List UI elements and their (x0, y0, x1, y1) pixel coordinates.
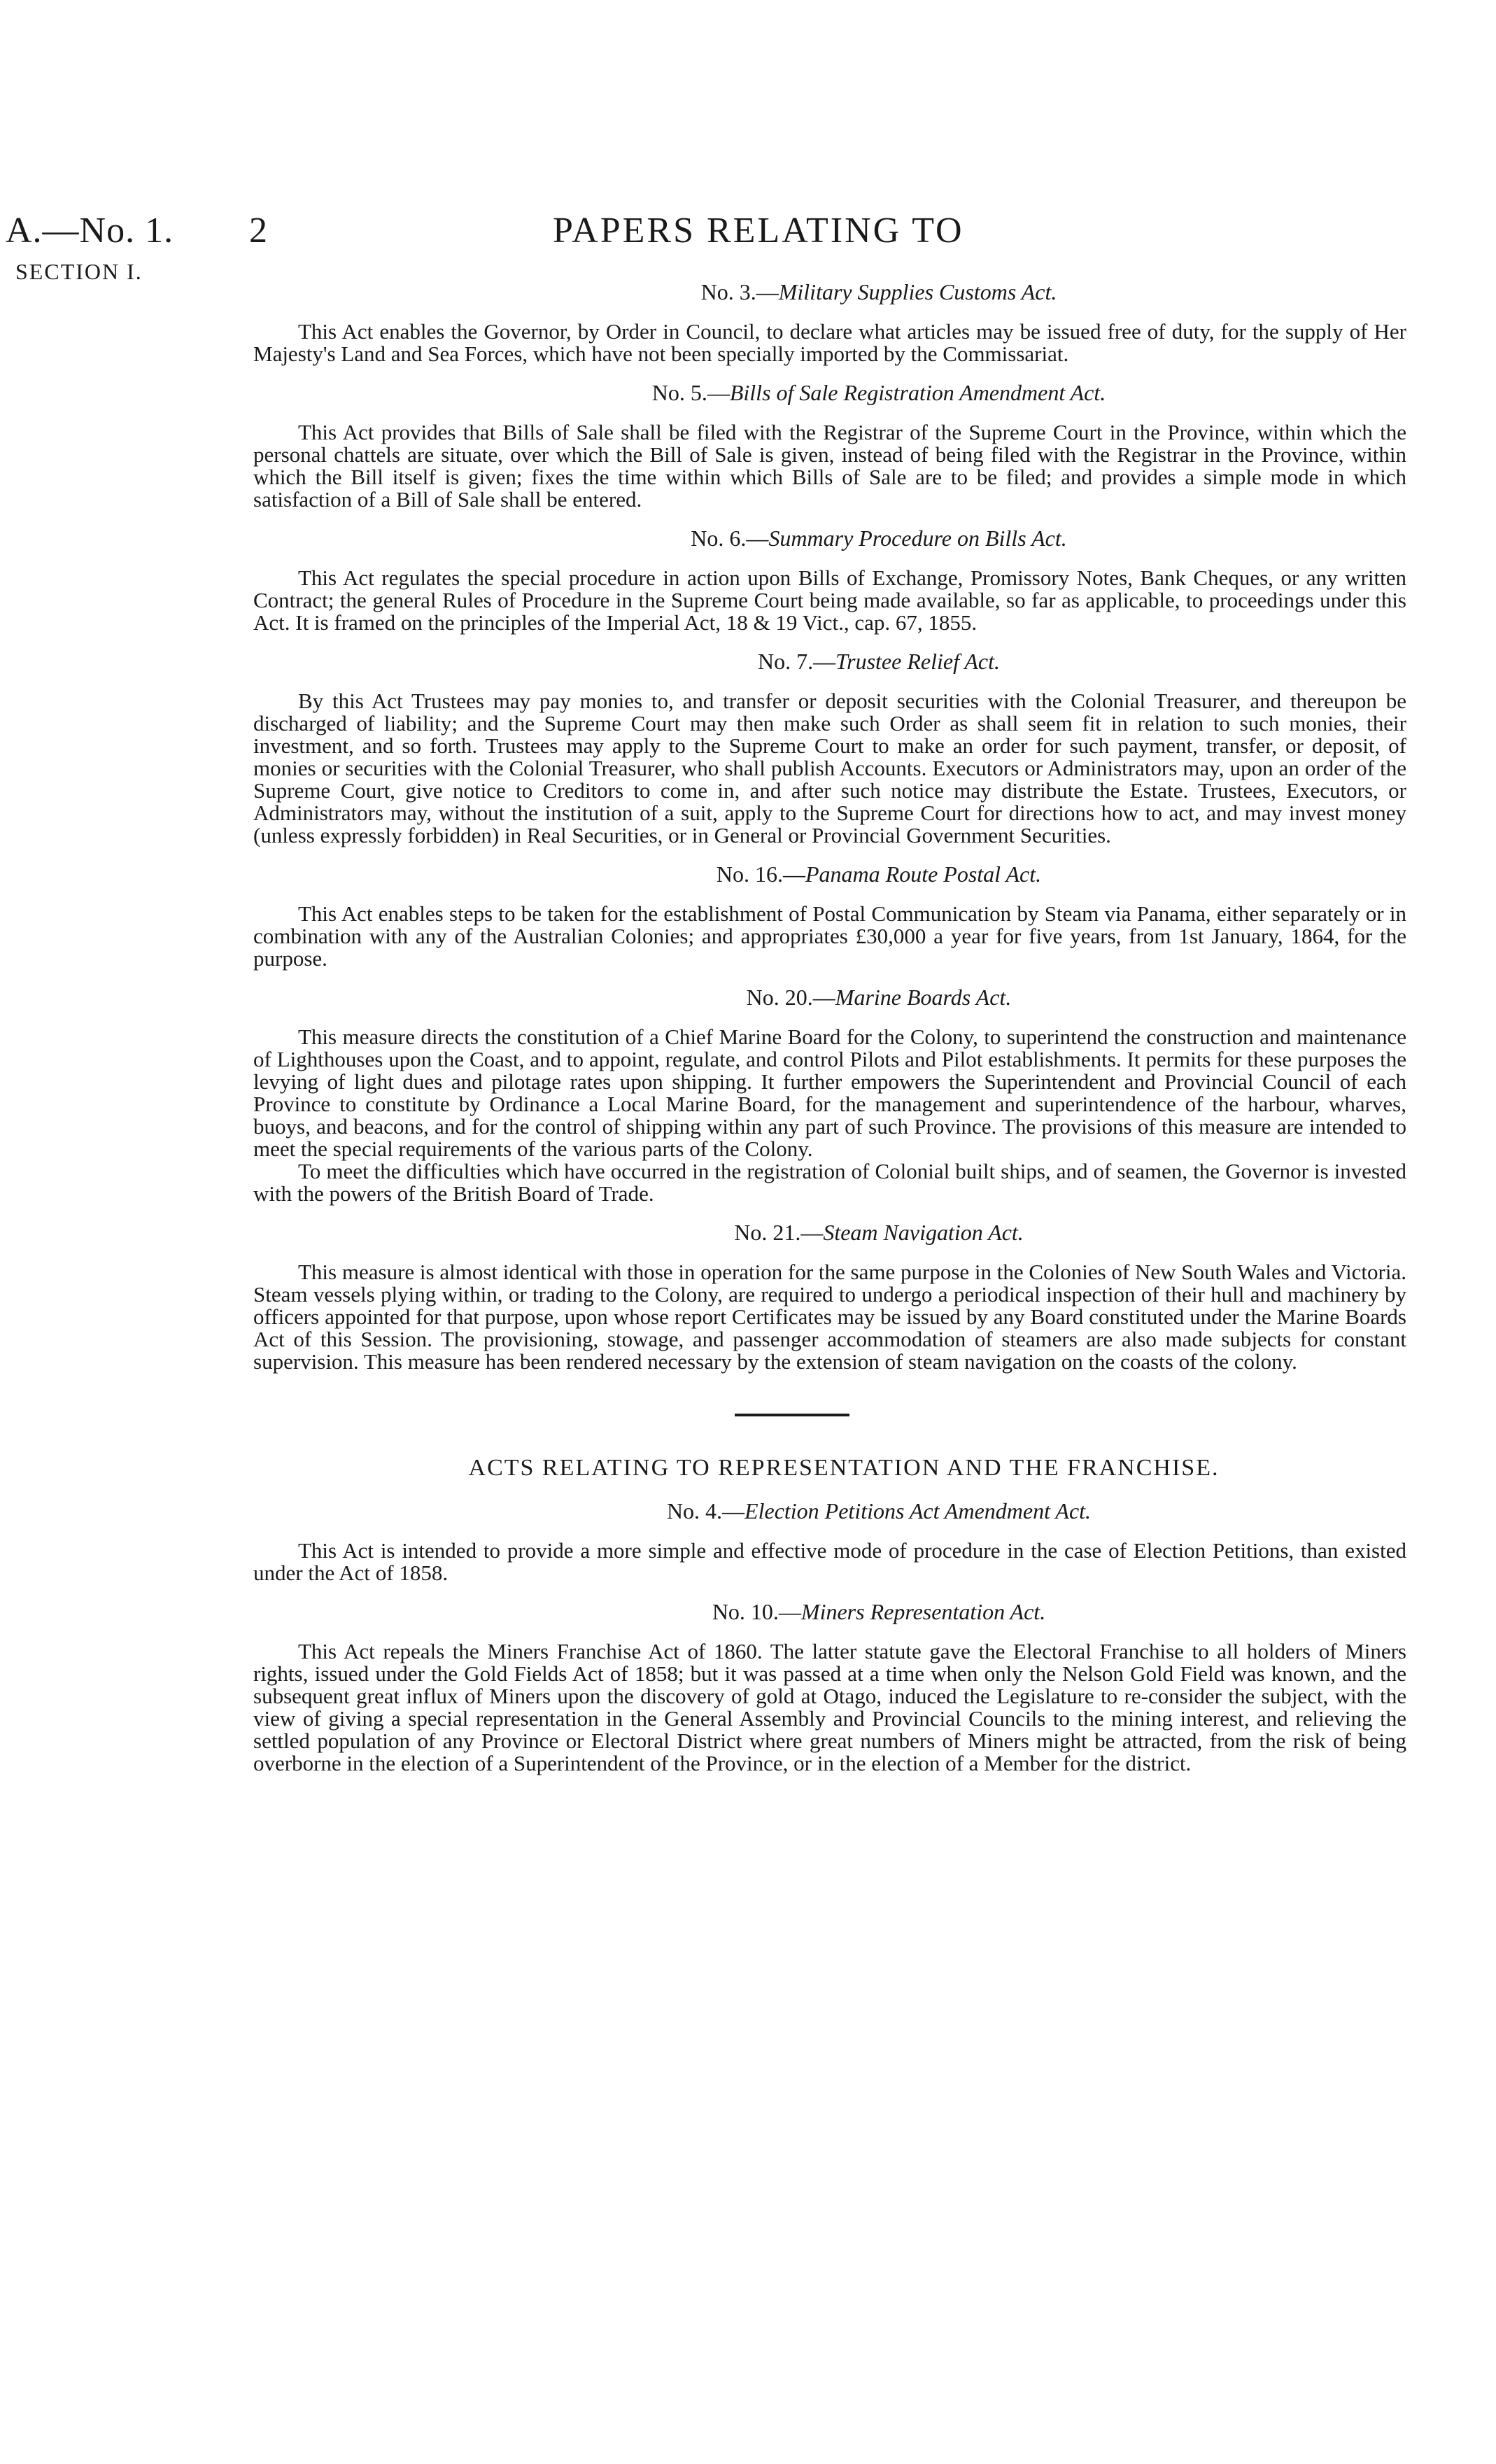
section-heading: ACTS RELATING TO REPRESENTATION AND THE FRANCHISE. (468, 1455, 1220, 1481)
act-heading (253, 1598, 1406, 1625)
act-heading (253, 379, 1406, 406)
act-paragraph: This measure is almost identical with those in operation for the same purpose in the Colonies of New South Wales and Victoria. Steam vessels plying within, or trading to the Colony, are required to undergo a periodical inspection of their hull and machinery by officers appointed for that purpose, upon whose report Certificates may be issued by any Board constituted under the Marine Boards Act of this Session. The provisioning, stowage, and passenger accommodation of steamers are also made subjects for constant supervision. This measure has been rendered necessary by the extension of steam navigation on the coasts of the colony. (253, 1260, 1406, 1374)
act-number: No. 20.— (746, 985, 835, 1010)
margin-reference (6, 210, 237, 286)
act-heading (253, 984, 1406, 1011)
act-title: Panama Route Postal Act. (805, 861, 1042, 887)
act-paragraph: This Act is intended to provide a more simple and effective mode of procedure in the case of Election Petitions, than existed under the Act of 1858. (253, 1538, 1406, 1585)
act-number: No. 4.— (666, 1498, 745, 1523)
act-paragraph: This Act regulates the special procedure in action upon Bills of Exchange, Promissory Notes, Bank Cheques, or any written Contract; the general Rules of Procedure in the Supreme Court being made available, so far as applicable, to proceedings under this Act. It is framed on the principles of the Imperial Act, 18 & 19 Vict., cap. 67, 1855. (253, 565, 1406, 635)
act-title: Bills of Sale Registration Amendment Act. (729, 380, 1106, 405)
act-number: No. 6.— (691, 526, 769, 551)
act-heading (253, 861, 1406, 887)
act-title: Marine Boards Act. (835, 985, 1012, 1010)
act-title: Trustee Relief Act. (835, 649, 1001, 674)
act-paragraph: This measure directs the constitution of a Chief Marine Board for the Colony, to superintend the construction and maintenance of Lighthouses upon the Coast, and to appoint, regulate, and control Pilots and Pilot establishments. It permits for these purposes the levying of light dues and pilotage rates upon shipping. It further empowers the Superintendent and Provincial Council of each Province to constitute by Ordinance a Local Marine Board, for the management and superintendence of the harbour, wharves, buoys, and beacons, and for the control of shipping within any part of such Province. The provisions of this measure are intended to meet the special requirements of the various parts of the Colony. (253, 1025, 1406, 1161)
paper-reference: A.—No. 1. (6, 211, 174, 251)
act-number: No. 3.— (700, 279, 779, 304)
act-number: No. 16.— (716, 861, 805, 887)
act-heading (253, 279, 1406, 305)
act-number: No. 7.— (757, 649, 836, 674)
page-number: 2 (249, 211, 267, 251)
act-heading (253, 648, 1406, 675)
act-paragraph: This Act provides that Bills of Sale shall be filed with the Registrar of the Supreme Court in the Province, within which the personal chattels are situate, over which the Bill of Sale is given, instead of being filed with the Registrar in the Province, within which the Bill itself is given; fixes the time within which Bills of Sale are to be filed; and provides a simple mode in which satisfaction of a Bill of Sale shall be entered. (253, 420, 1406, 512)
act-number: No. 10.— (712, 1599, 801, 1624)
act-title: Summary Procedure on Bills Act. (768, 526, 1067, 551)
page-body (253, 279, 1406, 1789)
act-number: No. 21.— (734, 1220, 824, 1245)
act-title: Election Petitions Act Amendment Act. (745, 1498, 1092, 1523)
act-paragraph: This Act repeals the Miners Franchise Act of 1860. The latter statute gave the Electoral Franchise to all holders of Miners rights, issued under the Gold Fields Act of 1858; but it was passed at a time when only the Nelson Gold Field was known, and the subsequent great influx of Miners upon the discovery of gold at Otago, induced the Legislature to re-consider the subject, with the view of giving a special representation in the General Assembly and Provincial Councils to the mining interest, and relieving the settled population of any Province or Electoral District where great numbers of Miners might be attracted, from the risk of being overborne in the election of a Superintendent of the Province, or in the election of a Member for the district. (253, 1639, 1406, 1775)
act-paragraph: This Act enables the Governor, by Order in Council, to declare what articles may be issued free of duty, for the supply of Her Majesty's Land and Sea Forces, which have not been specially imported by the Commissariat. (253, 319, 1406, 366)
act-paragraph: This Act enables steps to be taken for the establishment of Postal Communication by Steam via Panama, either separately or in combination with any of the Australian Colonies; and appropriates £30,000 a year for five years, from 1st January, 1864, for the purpose. (253, 901, 1406, 971)
act-title: Military Supplies Customs Act. (778, 279, 1057, 304)
running-head: PAPERS RELATING TO (553, 211, 964, 251)
act-paragraph: To meet the difficulties which have occurred in the registration of Colonial built ships, and of seamen, the Governor is invested with the powers of the British Board of Trade. (253, 1159, 1406, 1206)
act-heading (253, 1219, 1406, 1246)
act-paragraph: By this Act Trustees may pay monies to, and transfer or deposit securities with the Colonial Treasurer, and thereupon be discharged of liability; and the Supreme Court may then make such Order as shall seem fit in relation to such monies, their investment, and so forth. Trustees may apply to the Supreme Court to make an order for such payment, transfer, or deposit, of monies or securities with the Colonial Treasurer, who shall publish Accounts. Executors or Administrators may, upon an order of the Supreme Court, give notice to Creditors to come in, and after such notice may distribute the Estate. Trustees, Executors, or Administrators may, without the institution of a suit, apply to the Supreme Court for directions how to act, and may invest money (unless expressly forbidden) in Real Securities, or in General or Provincial Government Securities. (253, 689, 1406, 847)
act-heading (253, 525, 1406, 551)
section-divider (253, 1387, 1406, 1454)
section-reference: SECTION I. (15, 259, 143, 284)
divider-rule (735, 1414, 849, 1416)
act-title: Steam Navigation Act. (823, 1220, 1024, 1245)
act-heading (253, 1498, 1406, 1524)
act-number: No. 5.— (651, 380, 730, 405)
act-title: Miners Representation Act. (800, 1599, 1046, 1624)
